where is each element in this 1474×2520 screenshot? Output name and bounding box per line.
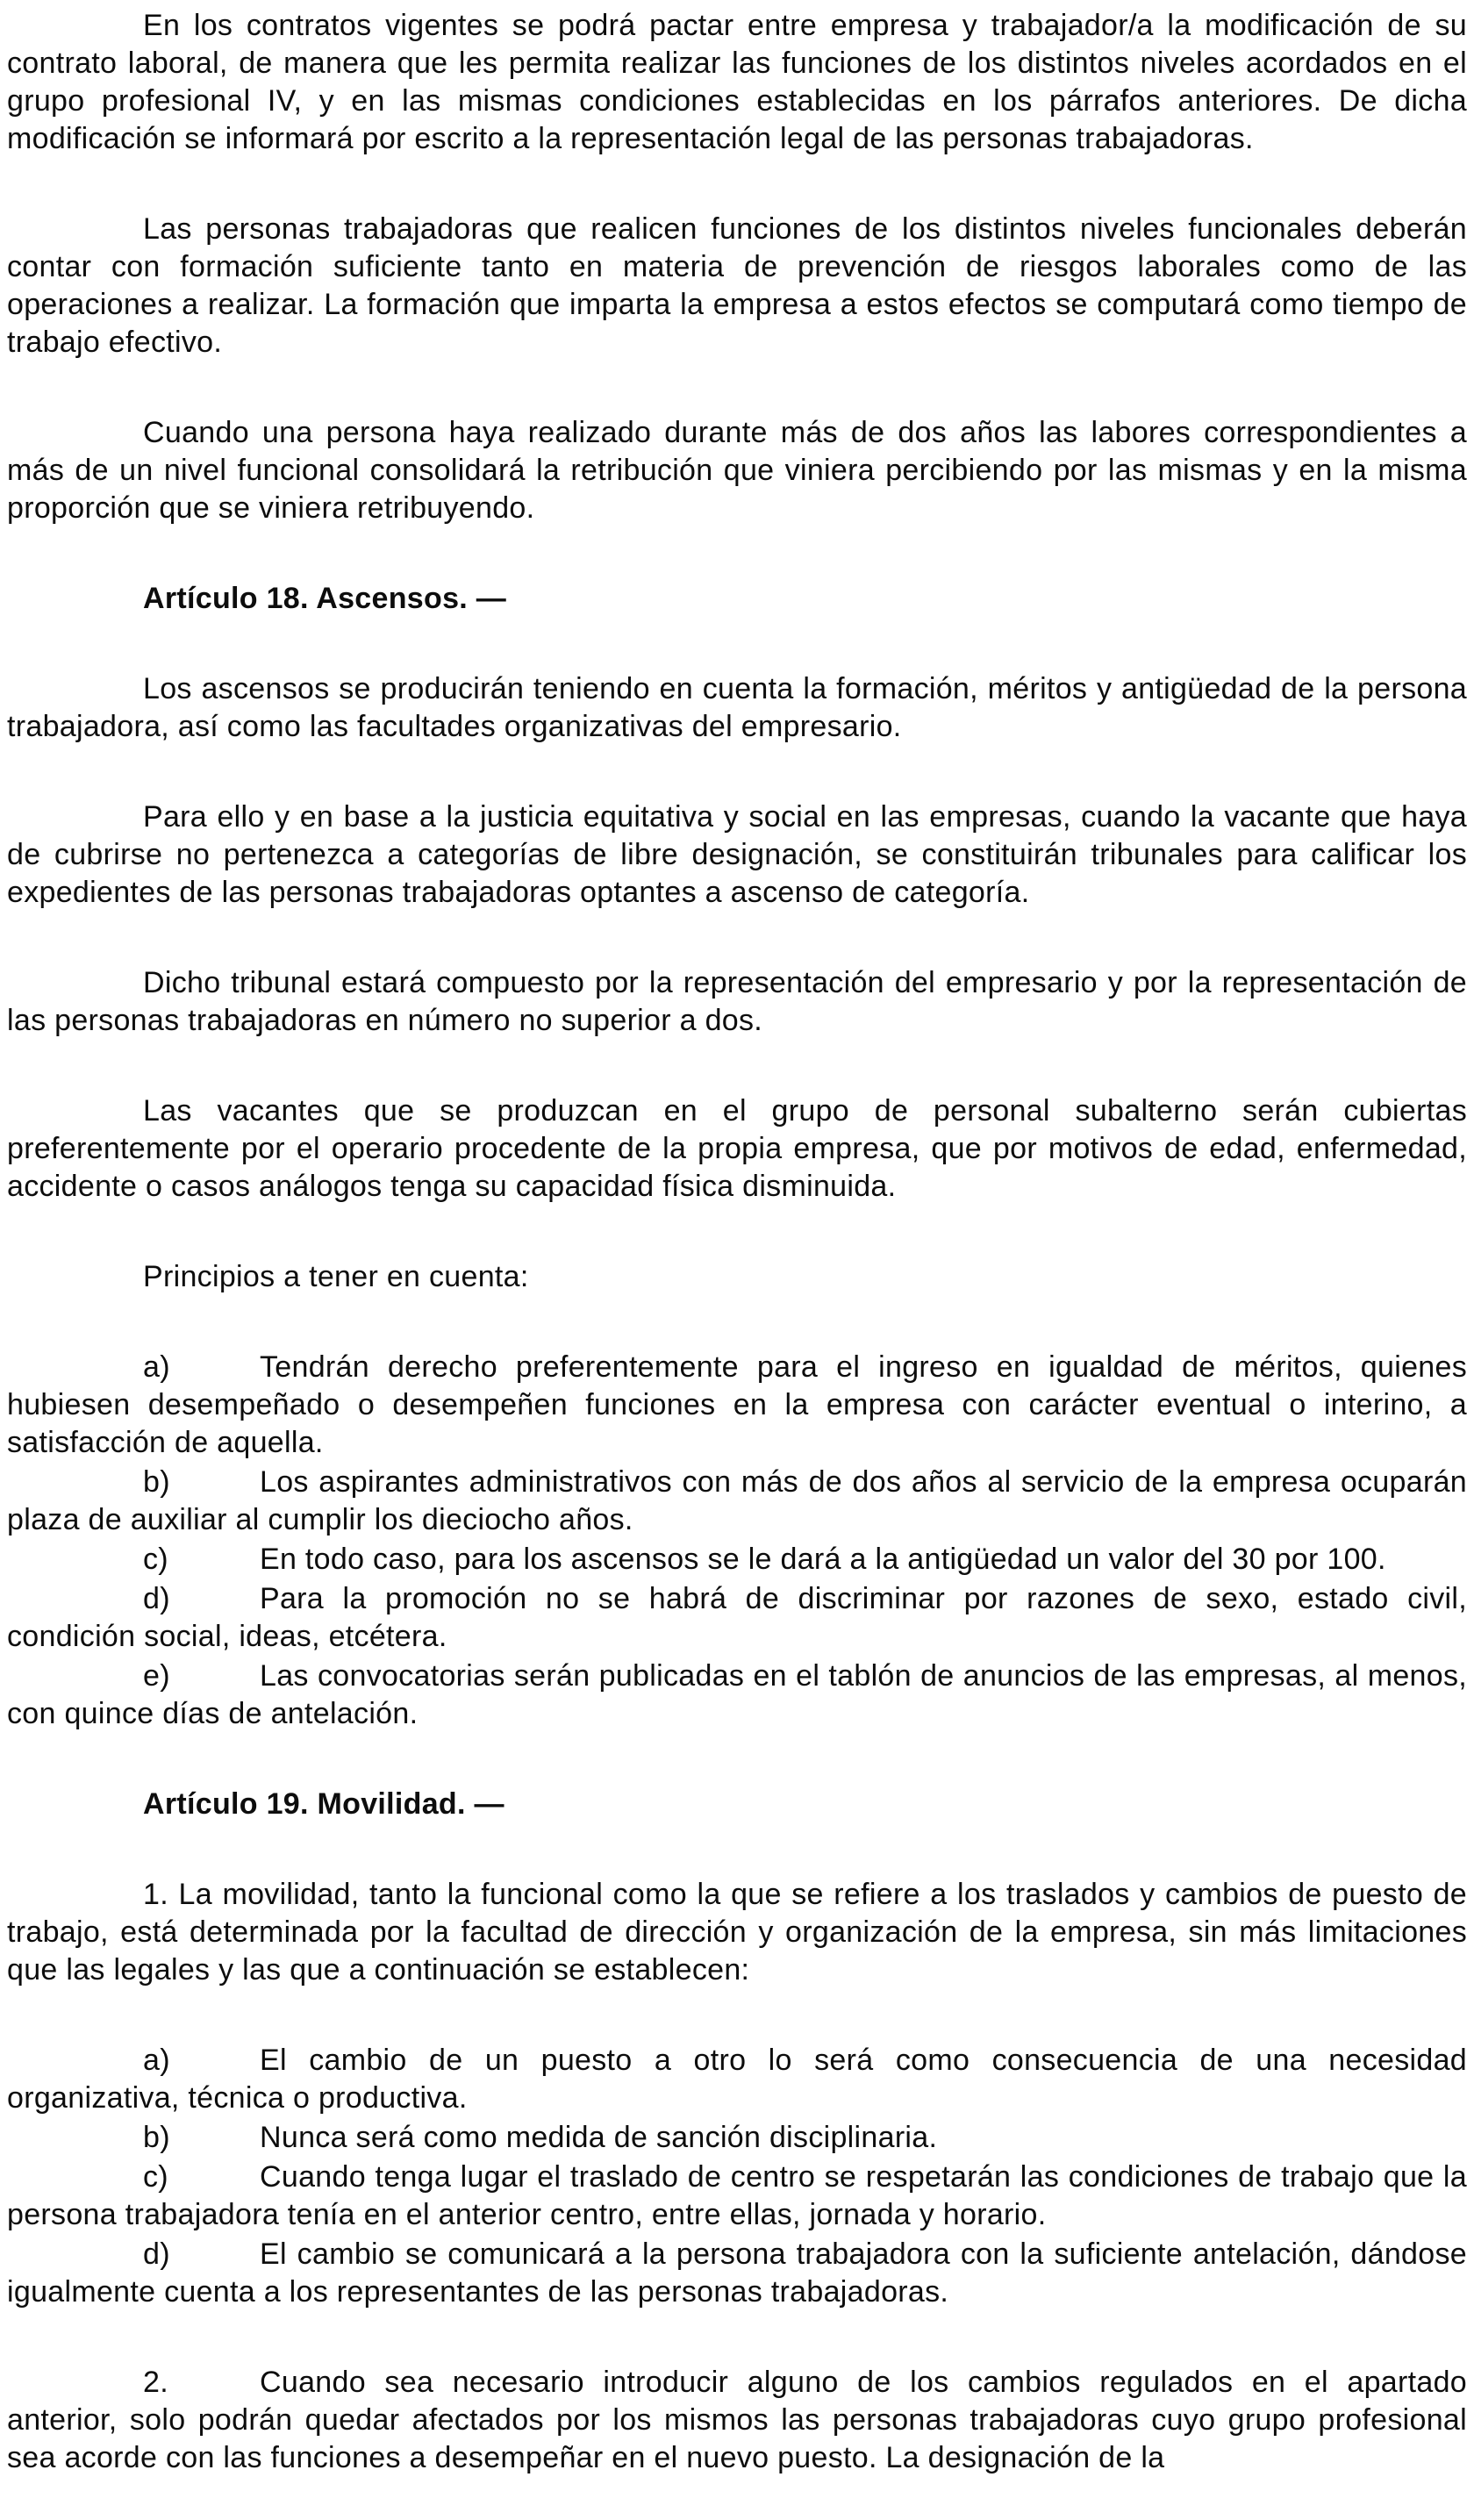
list-item-c — [7, 1541, 1467, 1579]
paragraph: Principios a tener en cuenta: — [143, 1260, 529, 1293]
paragraph: Cuando una persona haya realizado durante más de dos años las labores correspondientes a más de un nivel funcional consolidará la retribución que viniera percibiendo por las mismas y en la misma proporción que se viniera retribuyendo. — [7, 416, 1467, 525]
list-marker: c) — [143, 2160, 168, 2194]
list-item-text: El cambio de un puesto a otro lo será como consecuencia de una necesidad organizativa, técnica o productiva. — [7, 2044, 1467, 2115]
list-item-text: En todo caso, para los ascensos se le dará a la antigüedad un valor del 30 por 100. — [260, 1543, 1386, 1576]
list-marker: d) — [143, 2237, 170, 2271]
list-item-b — [7, 1464, 1467, 1539]
list-item-b — [7, 2119, 1467, 2157]
list-item-d — [7, 2236, 1467, 2311]
paragraph: Los ascensos se producirán teniendo en cuenta la formación, méritos y antigüedad de la persona trabajadora, así como las facultades organizativas del empresario. — [7, 672, 1467, 743]
list-item-text: El cambio se comunicará a la persona trabajadora con la suficiente antelación, dándose igualmente cuenta a los representantes de las personas trabajadoras. — [7, 2237, 1467, 2309]
paragraph: Dicho tribunal estará compuesto por la representación del empresario y por la representación de las personas trabajadoras en número no superior a dos. — [7, 966, 1467, 1037]
document-page — [7, 7, 1467, 2477]
paragraph: En los contratos vigentes se podrá pactar entre empresa y trabajador/a la modificación de su contrato laboral, de manera que les permita realizar las funciones de los distintos niveles acordados en el grupo profesional IV, y en las mismas condiciones establecidas en los párrafos anteriores. De dicha modificación se informará por escrito a la representación legal de las personas trabajadoras. — [7, 9, 1467, 155]
list-marker: e) — [143, 1659, 170, 1693]
list-item-text: Para la promoción no se habrá de discriminar por razones de sexo, estado civil, condición social, ideas, etcétera. — [7, 1582, 1467, 1653]
article-heading-19: Artículo 19. Movilidad. — — [143, 1787, 504, 1821]
list-item-text: Tendrán derecho preferentemente para el ingreso en igualdad de méritos, quienes hubiesen desempeñado o desempeñen funciones en la empresa con carácter eventual o interino, a satisfacción de aquella. — [7, 1350, 1467, 1459]
list-marker: a) — [143, 2044, 170, 2077]
list-item-text: Cuando sea necesario introducir alguno de los cambios regulados en el apartado anterior, solo podrán quedar afectados por los mismos las personas trabajadoras cuyo grupo profesional sea acorde con las funciones a desempeñar en el nuevo puesto. La designación de la — [7, 2366, 1467, 2474]
list-marker: b) — [143, 1465, 170, 1499]
paragraph: Para ello y en base a la justicia equitativa y social en las empresas, cuando la vacante que haya de cubrirse no pertenezca a categorías de libre designación, se constituirán tribunales para calificar los expedientes de las personas trabajadoras optantes a ascenso de categoría. — [7, 800, 1467, 909]
list-item-text: Cuando tenga lugar el traslado de centro se respetarán las condiciones de trabajo que la persona trabajadora tenía en el anterior centro, entre ellas, jornada y horario. — [7, 2160, 1467, 2231]
list-marker: b) — [143, 2121, 170, 2154]
paragraph: Las personas trabajadoras que realicen funciones de los distintos niveles funcionales deberán contar con formación suficiente tanto en materia de prevención de riesgos laborales como de las operaciones a realizar. La formación que imparta la empresa a estos efectos se computará como tiempo de trabajo efectivo. — [7, 212, 1467, 359]
list-marker: d) — [143, 1582, 170, 1615]
article-heading-18: Artículo 18. Ascensos. — — [143, 582, 507, 615]
list-item-d — [7, 1580, 1467, 1656]
list-item-a — [7, 2042, 1467, 2117]
list-item-text: Las convocatorias serán publicadas en el tablón de anuncios de las empresas, al menos, con quince días de antelación. — [7, 1659, 1467, 1730]
list-item-c — [7, 2158, 1467, 2234]
paragraph: Las vacantes que se produzcan en el grupo de personal subalterno serán cubiertas preferentemente por el operario procedente de la propia empresa, que por motivos de edad, enfermedad, accidente o casos análogos tenga su capacidad física disminuida. — [7, 1094, 1467, 1203]
paragraph-numbered-2 — [7, 2364, 1467, 2477]
list-marker: a) — [143, 1350, 170, 1384]
list-item-e — [7, 1657, 1467, 1733]
list-item-text: Nunca será como medida de sanción disciplinaria. — [260, 2121, 938, 2154]
list-item-text: Los aspirantes administrativos con más de dos años al servicio de la empresa ocuparán plaza de auxiliar al cumplir los dieciocho años. — [7, 1465, 1467, 1536]
paragraph-numbered-1: 1. La movilidad, tanto la funcional como la que se refiere a los traslados y cambios de puesto de trabajo, está determinada por la facultad de dirección y organización de la empresa, sin más limitaciones que las legales y las que a continuación se establecen: — [7, 1878, 1467, 1987]
list-marker: 2. — [143, 2366, 168, 2399]
list-item-a — [7, 1349, 1467, 1462]
list-marker: c) — [143, 1543, 168, 1576]
